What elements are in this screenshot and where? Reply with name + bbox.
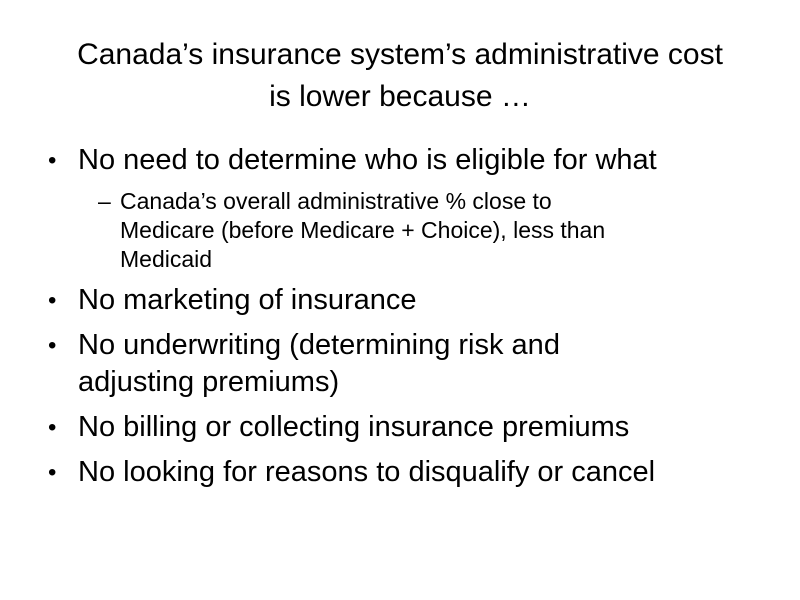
bullet-text: No need to determine who is eligible for what (78, 144, 657, 176)
bullet-text: adjusting premiums) (78, 366, 340, 398)
bullet-icon: • (48, 459, 57, 486)
slide-title-line: is lower because … (269, 80, 531, 113)
bullet-text: No looking for reasons to disqualify or cancel (78, 456, 656, 488)
sub-bullet-item (98, 187, 764, 274)
dash-icon: – (98, 188, 111, 214)
bullet-icon: • (48, 332, 57, 359)
bullet-item (44, 282, 764, 319)
bullet-icon: • (48, 414, 57, 441)
bullet-text: No underwriting (determining risk and (78, 329, 560, 361)
bullet-icon: • (48, 147, 57, 174)
sub-bullet-text: Canada’s overall administrative % close to (120, 188, 552, 214)
sub-bullet-text: Medicaid (120, 246, 213, 272)
bullet-text: No marketing of insurance (78, 284, 417, 316)
bullet-item (44, 142, 764, 179)
sub-bullet-text: Medicare (before Medicare + Choice), less than (120, 217, 606, 243)
bullet-item (44, 327, 764, 401)
bullet-text: No billing or collecting insurance premiums (78, 411, 630, 443)
bullet-icon: • (48, 287, 57, 314)
bullet-item (44, 409, 764, 446)
bullet-list (44, 142, 764, 499)
bullet-item (44, 454, 764, 491)
slide-title (40, 34, 760, 118)
slide-title-line: Canada’s insurance system’s administrative cost (77, 38, 723, 71)
